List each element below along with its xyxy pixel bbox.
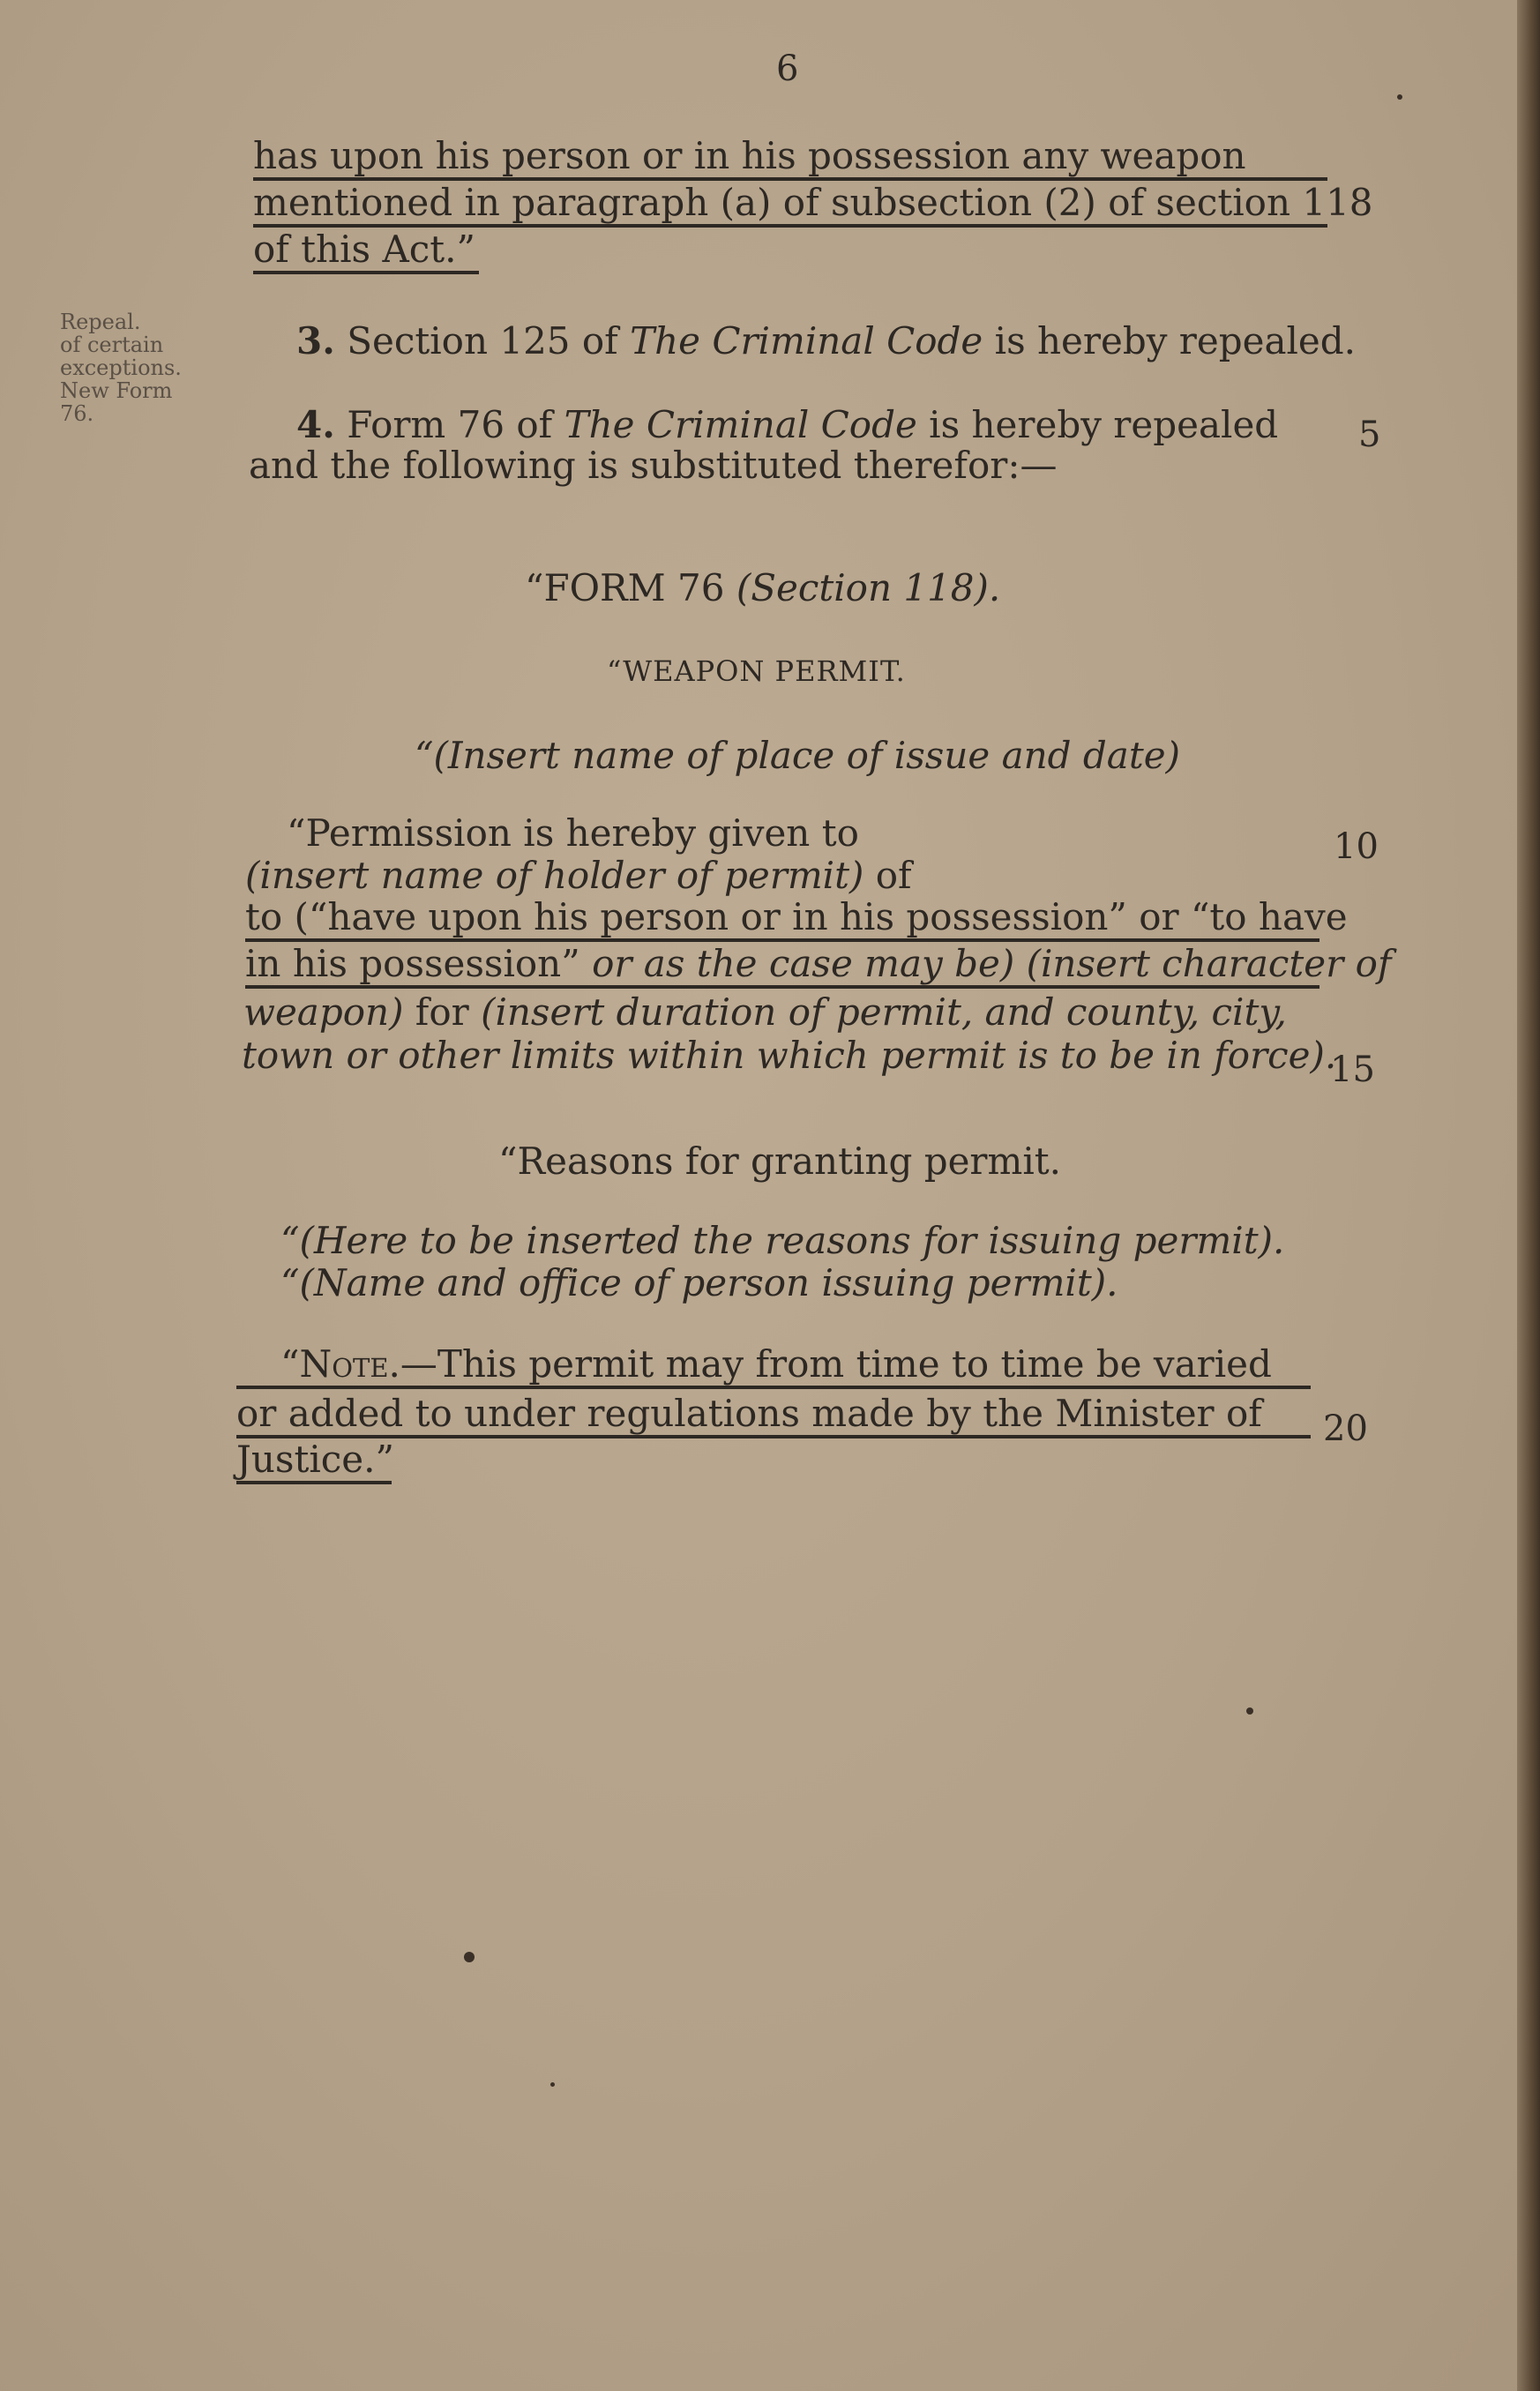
reasons-line-2 <box>280 1261 1118 1304</box>
note-label: “Note. <box>280 1342 400 1386</box>
note-line-1 <box>236 1342 1311 1389</box>
section-text: Form 76 of <box>347 403 564 446</box>
page-number: 6 <box>776 49 799 89</box>
permit-line-4-text: in his possession” <box>245 942 593 985</box>
section-number: 4. <box>296 403 335 446</box>
permit-line-2-italic: (insert name of holder of permit) <box>245 854 864 897</box>
section-3 <box>296 319 1356 362</box>
form-subheading: “WEAPON PERMIT. <box>607 654 906 688</box>
section-text-italic: The Criminal Code <box>564 403 917 446</box>
form-heading-section: (Section 118). <box>736 566 1001 609</box>
paper-speck <box>1397 94 1402 100</box>
margin-note-line: of certain <box>60 332 164 357</box>
continuation-line-3: of this Act.” <box>253 228 479 274</box>
margin-note-repeal <box>60 310 219 425</box>
continuation-line-2: mentioned in paragraph (a) of subsection (2) of section 118 <box>253 181 1327 228</box>
section-text: Section 125 of <box>347 319 631 362</box>
section-4-line-1 <box>296 403 1278 446</box>
paper-speck <box>550 2082 555 2087</box>
paper-speck <box>1246 1707 1253 1715</box>
section-number: 3. <box>296 319 335 362</box>
permit-line-2-text: of <box>863 854 912 897</box>
line-number: 5 <box>1358 415 1381 455</box>
permit-line-6-italic: town or other limits within which permit is to be in force). <box>242 1034 1337 1077</box>
permit-line-2 <box>245 854 912 897</box>
note-line-2: or added to under regulations made by the Minister of <box>236 1392 1311 1438</box>
form-place-line <box>415 734 1180 777</box>
permit-line-5-italic: weapon) <box>243 990 404 1034</box>
line-number: 20 <box>1323 1408 1368 1449</box>
reasons-line-1-italic: “(Here to be inserted the reasons for issuing permit). <box>280 1219 1285 1262</box>
note-text: —This permit may from time to time be varied <box>400 1342 1272 1386</box>
permit-line-1: “Permission is hereby given to <box>287 811 859 855</box>
margin-note-line: Repeal. <box>60 310 141 334</box>
form-heading-text: “FORM 76 <box>525 566 736 609</box>
reasons-line-1 <box>280 1219 1284 1262</box>
permit-line-4 <box>245 942 1392 989</box>
line-number: 10 <box>1334 826 1379 867</box>
permit-line-5-text: for <box>403 990 482 1034</box>
form-heading <box>525 566 1000 609</box>
section-4-line-2: and the following is substituted therefor:— <box>249 444 1058 487</box>
paper-speck <box>464 1952 475 1962</box>
place-line-text: “(Insert name of place of issue and date) <box>415 734 1180 777</box>
reasons-heading: “Reasons for granting permit. <box>498 1139 1061 1183</box>
line-number: 15 <box>1330 1050 1375 1090</box>
book-spine-edge <box>1517 0 1540 2391</box>
margin-note-line: 76. <box>60 401 94 426</box>
note-line-3: Justice.” <box>236 1438 392 1484</box>
permit-line-3: to (“have upon his person or in his possession” or “to have <box>245 895 1319 942</box>
continuation-line-1: has upon his person or in his possession any weapon <box>253 134 1327 181</box>
section-text: is hereby repealed. <box>983 319 1357 362</box>
permit-line-5 <box>243 990 1287 1034</box>
reasons-line-2-italic: “(Name and office of person issuing permit). <box>280 1261 1118 1304</box>
section-text: is hereby repealed <box>916 403 1279 446</box>
permit-line-6 <box>242 1034 1336 1077</box>
permit-line-4-italic: or as the case may be) (insert character of <box>592 942 1392 985</box>
permit-line-5-italic: (insert duration of permit, and county, city, <box>481 990 1287 1034</box>
margin-note-line: exceptions. <box>60 355 182 380</box>
margin-note-line: New Form <box>60 378 173 403</box>
section-text-italic: The Criminal Code <box>630 319 983 362</box>
